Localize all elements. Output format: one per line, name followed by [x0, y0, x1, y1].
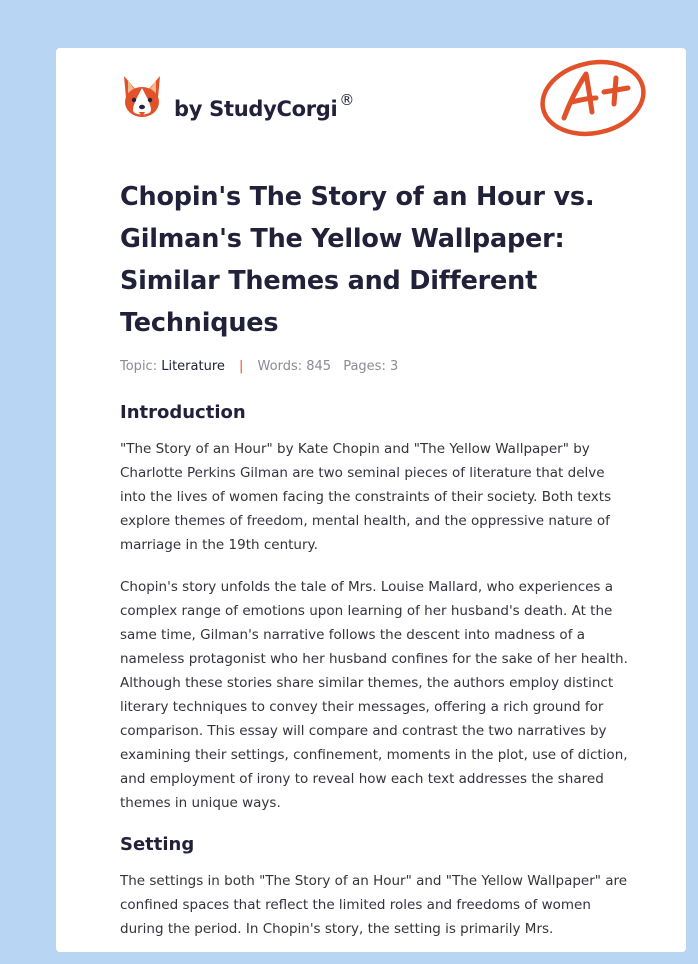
setting-paragraph-1: The settings in both "The Story of an Hour" and "The Yellow Wallpaper" are confined spaces that reflect the limited roles and freedoms of women during the period. In Chopin's story, the setting is primarily Mrs.: [120, 873, 628, 937]
page-count: Pages: 3: [343, 359, 399, 374]
brand-name[interactable]: [174, 91, 355, 121]
brand-text: by StudyCorgi: [174, 97, 338, 121]
document-page: [56, 48, 686, 952]
meta-separator: |: [239, 359, 244, 374]
word-count: Words: 845: [257, 359, 332, 374]
article: [120, 176, 632, 941]
corgi-logo-icon[interactable]: [120, 74, 164, 122]
registered-mark: ®: [339, 91, 355, 109]
intro-paragraph-2: Chopin's story unfolds the tale of Mrs. Louise Mallard, who experiences a complex range of emotions upon learning of her husband's death. At the same time, Gilman's narrative follows the descent into madness of a nameless protagonist who her husband confines for the sake of her health. Although these stories share similar themes, the authors employ distinct literary techniques to convey their messages, offering a rich ground for comparison. This essay will compare and contrast the two narratives by examining their settings, confinement, moments in the plot, use of diction, and employment of irony to reveal how each text addresses the shared themes in unique ways.: [120, 579, 628, 811]
section-heading-introduction: Introduction: [120, 402, 246, 423]
topic-link[interactable]: Literature: [161, 359, 225, 374]
a-plus-grade-icon: [536, 58, 648, 140]
meta-line: [120, 359, 632, 374]
page-title: Chopin's The Story of an Hour vs. Gilman's The Yellow Wallpaper: Similar Themes and Different Techniques: [120, 182, 595, 338]
section-heading-setting: Setting: [120, 834, 195, 855]
intro-paragraph-1: "The Story of an Hour" by Kate Chopin and "The Yellow Wallpaper" by Charlotte Perkins Gilman are two seminal pieces of literature that delve into the lives of women facing the constraints of their society. Both texts explore themes of freedom, mental health, and the oppressive nature of marriage in the 19th century.: [120, 441, 612, 553]
topic-label: Topic:: [120, 359, 158, 374]
